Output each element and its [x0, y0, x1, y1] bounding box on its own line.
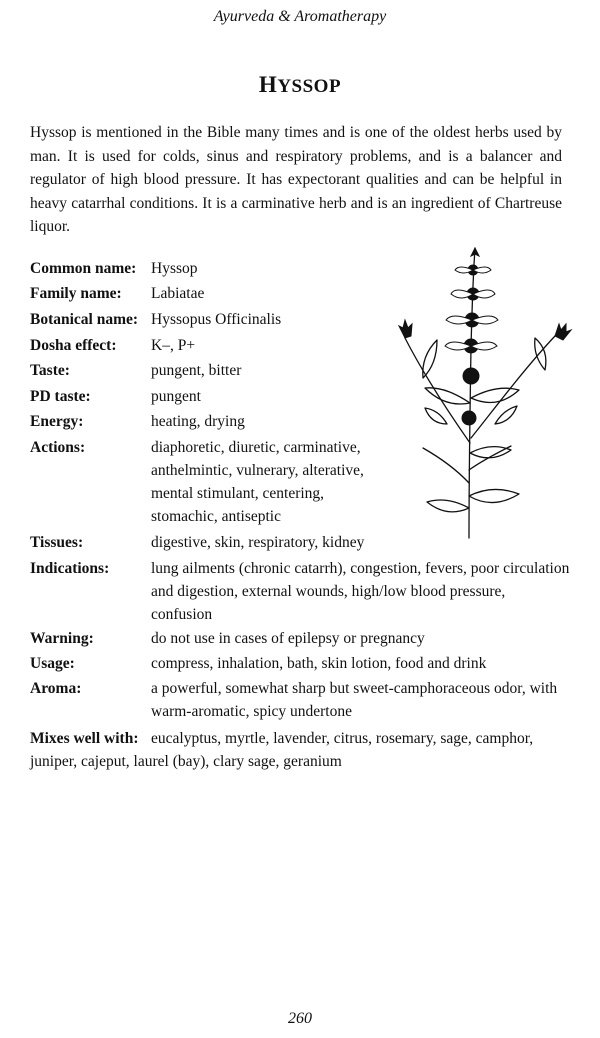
flower-cluster: [399, 320, 412, 338]
leaf: [495, 406, 517, 424]
field-value: K–, P+: [151, 337, 196, 354]
field-label: Family name:: [30, 285, 122, 302]
field-value: do not use in cases of epilepsy or pregnancy: [151, 630, 425, 647]
intro-paragraph: Hyssop is mentioned in the Bible many times and is one of the oldest herbs used by man. It is used for colds, sinus and respiratory problems, and is a balancer and regulator of high blood pressure. It has expectorant qualities and can be helpful in heavy catarrhal conditions. It is a carminative herb and is an ingredient of Chartreuse liquor.: [30, 124, 562, 235]
field-value: compress, inhalation, bath, skin lotion, food and drink: [151, 655, 487, 672]
field-label: Energy:: [30, 413, 84, 430]
field-label: Actions:: [30, 439, 86, 456]
field-value: diaphoretic, diuretic, carminative, anthelmintic, vulnerary, alterative, mental stimulant, centering, stomachic, antiseptic: [151, 439, 364, 525]
field-value: a powerful, somewhat sharp but sweet-camphoraceous odor, with warm-aromatic, spicy undertone: [151, 680, 558, 720]
leaf: [469, 489, 519, 502]
leaf: [427, 500, 469, 512]
field-value: heating, drying: [151, 413, 245, 430]
field-label: Indications:: [30, 560, 110, 577]
lower-left-branch: [423, 448, 469, 483]
running-head: Ayurveda & Aromatherapy: [213, 8, 387, 25]
field-label: Usage:: [30, 655, 75, 672]
field-label: PD taste:: [30, 388, 91, 405]
page-number: 260: [288, 1010, 312, 1027]
field-indications: [30, 557, 570, 626]
leaf: [425, 408, 447, 424]
field-warning: [30, 627, 570, 650]
field-label: Aroma:: [30, 680, 82, 697]
field-aroma: [30, 677, 570, 723]
flower-bud: [463, 368, 479, 384]
leaf: [425, 388, 470, 404]
field-value: digestive, skin, respiratory, kidney: [151, 534, 365, 551]
field-label: Taste:: [30, 362, 70, 379]
hyssop-plant-illustration: [385, 238, 585, 543]
field-value: Labiatae: [151, 285, 205, 302]
page-title: [0, 72, 600, 98]
title-rest: YSSOP: [277, 76, 342, 97]
field-value: Hyssopus Officinalis: [151, 311, 282, 328]
leaf: [423, 340, 437, 378]
field-value: pungent, bitter: [151, 362, 242, 379]
field-value: eucalyptus, myrtle, lavender, citrus, rosemary, sage, camphor, juniper, cajeput, laurel (bay), clary sage, geranium: [30, 730, 534, 770]
flower-cluster: [555, 324, 571, 340]
field-label: Mixes well with:: [30, 730, 139, 747]
field-usage: [30, 652, 570, 675]
field-label: Tissues:: [30, 534, 84, 551]
flower-bud: [462, 411, 476, 425]
title-first-letter: H: [258, 72, 278, 97]
leaf: [535, 338, 546, 370]
right-branch: [471, 336, 555, 438]
field-value: pungent: [151, 388, 201, 405]
left-branch: [405, 338, 470, 443]
field-label: Dosha effect:: [30, 337, 117, 354]
field-label: Botanical name:: [30, 311, 139, 328]
leaf: [471, 388, 519, 402]
field-mixes-well-with: [30, 727, 570, 773]
field-value: lung ailments (chronic catarrh), congestion, fevers, poor circulation and digestion, external wounds, high/low blood pressure, confusion: [151, 560, 570, 623]
field-value: Hyssop: [151, 260, 198, 277]
field-label: Common name:: [30, 260, 137, 277]
field-label: Warning:: [30, 630, 94, 647]
